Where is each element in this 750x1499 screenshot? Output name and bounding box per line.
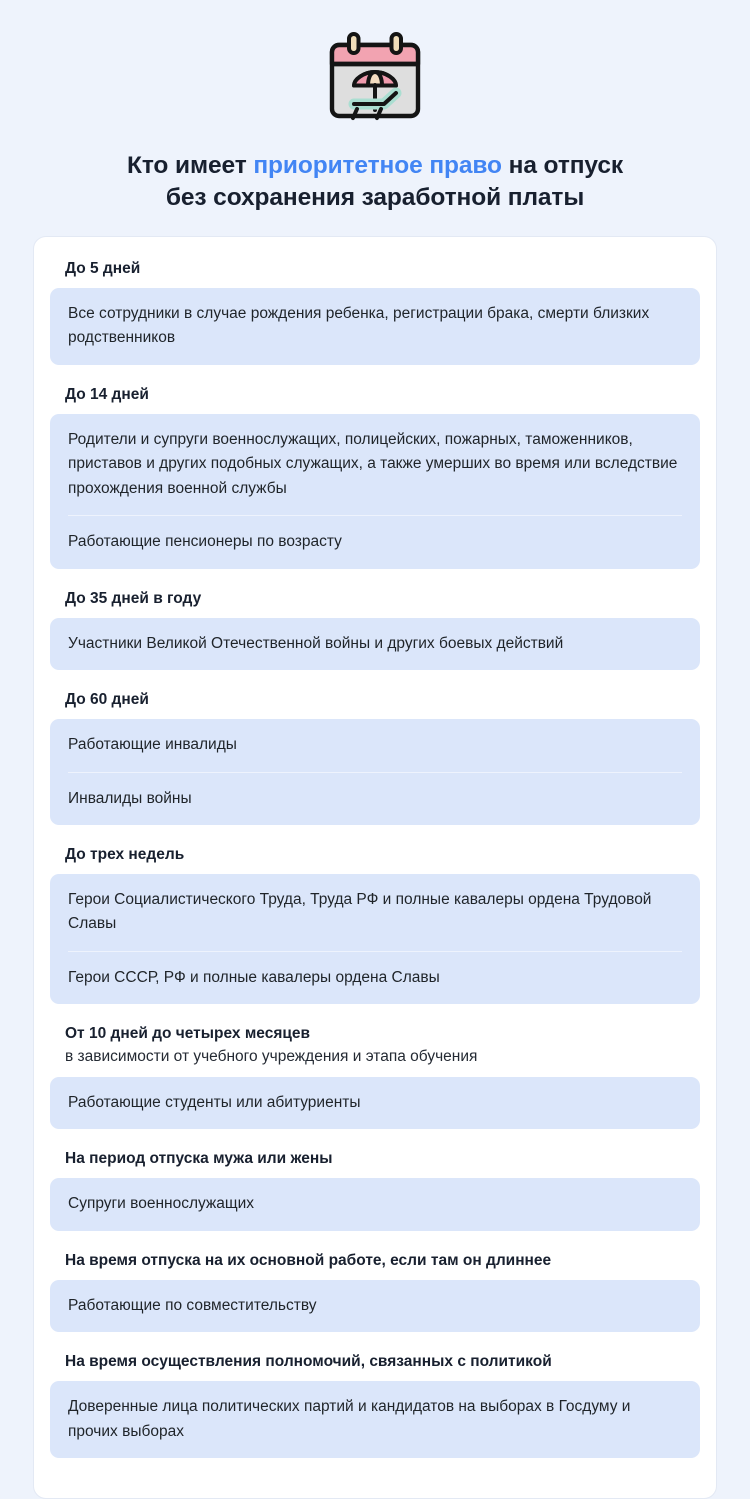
title-line-2: без сохранения заработной платы [165,184,585,212]
duration-section [50,259,700,365]
section-heading: От 10 дней до четырех месяцев в зависимости от учебного учреждения и этапа обучения [50,1024,700,1068]
section-items-box [50,414,700,569]
list-item: Работающие студенты или абитуриенты [68,1093,361,1111]
section-items-box [50,618,700,670]
list-item: Герои СССР, РФ и полные кавалеры ордена Славы [68,951,682,1004]
list-item: Работающие пенсионеры по возрасту [68,515,682,568]
section-items-box [50,1381,700,1458]
section-items-box [50,1178,700,1230]
section-heading: До 14 дней [65,385,149,403]
section-items-box [50,288,700,365]
duration-section [50,1024,700,1129]
duration-section [50,845,700,1004]
list-item: Все сотрудники в случае рождения ребенка, регистрации брака, смерти близких родственников [68,304,650,347]
list-item: Инвалиды войны [68,772,682,825]
list-item: Работающие по совместительству [68,1296,317,1314]
list-item: Герои Социалистического Труда, Труда РФ и полные кавалеры ордена Трудовой Славы [68,890,652,933]
hero-icon-container [0,0,750,132]
duration-section [50,385,700,569]
list-item: Супруги военнослужащих [68,1195,255,1213]
section-items-box [50,1077,700,1129]
categories-card [33,236,717,1499]
section-heading: До 60 дней [65,691,149,709]
section-items-box [50,1280,700,1332]
title-highlight: приоритетное право [253,152,502,179]
section-heading: До 35 дней в году [65,589,202,607]
list-item: Доверенные лица политических партий и кандидатов на выборах в Госдуму и прочих выборах [68,1398,631,1440]
section-heading: На период отпуска мужа или жены [65,1150,333,1168]
duration-section [50,589,700,670]
list-item: Работающие инвалиды [68,736,237,754]
duration-section [50,1149,700,1230]
duration-section [50,1251,700,1332]
title-part-2: на отпуск [501,152,624,179]
list-item: Участники Великой Отечественной войны и других боевых действий [68,634,564,652]
section-subheading: в зависимости от учебного учреждения и этапа обучения [65,1048,478,1066]
section-heading: На время осуществления полномочий, связанных с политикой [65,1353,552,1371]
title-part-1: Кто имеет [126,152,254,179]
list-item: Родители и супруги военнослужащих, полицейских, пожарных, таможенников, приставов и других подобных служащих, а также умерших во время или вследствие прохождения военной службы [68,430,678,497]
section-heading: До 5 дней [65,260,141,277]
duration-section [50,1352,700,1458]
section-items-box [50,874,700,1004]
section-heading: На время отпуска на их основной работе, если там он длиннее [65,1251,552,1269]
duration-section [50,690,700,825]
section-heading: До трех недель [65,846,185,864]
section-items-box [50,719,700,825]
vacation-calendar-icon [323,28,427,132]
page-title [0,150,750,215]
